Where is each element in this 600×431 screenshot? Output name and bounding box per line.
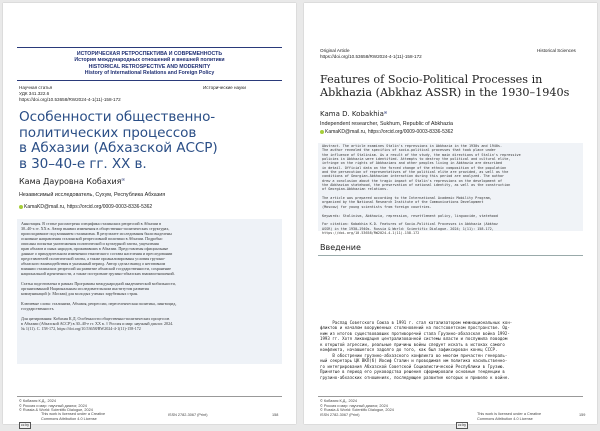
abstract-line: Для цитирования: Кобахия К.Д. Особенности общественно-политических процессов [21, 316, 170, 321]
body-line: 1993 гг. Хотя ликвидация централизованной системы власти и послужила поводом [320, 336, 508, 342]
title-line: в 30–40-е гг. ХХ в. [19, 155, 147, 172]
license-text [477, 412, 541, 421]
abstract-line: The author revealed the specifics of socio-political processes that took place under [322, 148, 496, 153]
page-number: 159 [579, 413, 586, 417]
author-email-orcid[interactable] [320, 129, 453, 135]
author-email-orcid[interactable] [19, 204, 152, 210]
abstract-line: описаны попытки уничтожения политической и культурной элиты, ущемления [21, 241, 159, 246]
udc-code: УДК 341.322.6 [19, 91, 50, 96]
header-line: История международных отношений и внешней политики [74, 57, 225, 64]
body-line: грузино-абхазских отношениях, последующее развитие которых и привело к войне. [320, 374, 510, 380]
author-name-text: Kama D. Kobakhia [320, 110, 384, 118]
title-line: в Абхазии (Абхазской АССР) [19, 140, 218, 157]
abstract-line: ASSR) in the 1930–1940s. Russia & World: Scientific Dialogue. 2024; 1(11): 158-172, [322, 226, 494, 231]
abstract-line: conditions of Georgian-Abkhazian interaction during this period are analyzed. The author [322, 174, 505, 179]
header-line: ИСТОРИЧЕСКАЯ РЕТРОСПЕКТИВА И СОВРЕМЕННОСТЬ [76, 51, 223, 57]
title-line: Особенности общественно- [19, 109, 216, 125]
body-line: го интегрирования Абхазской Советской Социалистической Республики в Грузию. [320, 363, 505, 369]
section-header-box [17, 47, 282, 81]
header-line: HISTORICAL RETROSPECTIVE AND MODERNITY [88, 63, 211, 70]
abstract-text [21, 221, 176, 331]
copyright-line: © Россия и мир: научный диалог, 2024 [19, 403, 87, 408]
author-affiliation: Независимый исследователь, Сухум, Республика Абхазия [19, 192, 166, 198]
abstract-line: прав абхазов и иных народов, проживавших в Абхазии. Представлены официальные [21, 246, 169, 251]
abstract-line: organized by the National Research Institute of the Communications Development [322, 200, 484, 205]
abstract-line: Keywords: Stalinism, Abkhazia, repression, resettlement policy, linguocide, statehood [322, 213, 498, 218]
section-heading: Введение [320, 243, 361, 252]
license-row [19, 413, 31, 431]
abstract-line: (Moscow) for young scientists from foreign countries. [322, 204, 432, 209]
abstract-line: представителей политической элиты, а также проанализированы условия грузино- [21, 256, 166, 261]
header-line: History of International Relations and Foreign Policy [84, 70, 215, 77]
license-line[interactable]: Commons Attribution 4.0 License [41, 416, 97, 421]
abstract-line: of Georgian-Abkhazian relations. [322, 187, 389, 192]
footer-divider [17, 396, 282, 397]
abstract-line: национальной идентичности, а также построение грузино-абхазских взаимоотношений. [21, 271, 175, 276]
envelope-icon: ✉ [121, 177, 125, 182]
footer-copyright [19, 399, 93, 413]
section-divider [318, 255, 583, 256]
license-text [41, 412, 105, 421]
license-line: This work is licensed under a Creative [477, 412, 542, 416]
article-title [19, 110, 284, 172]
orcid-icon [19, 205, 23, 209]
license-line: This work is licensed under a Creative [41, 412, 106, 416]
left-page [3, 3, 296, 427]
body-line: конфликта, начавшегося задолго до того, как был зафиксирован конец СССР. [320, 347, 498, 353]
abstract-line: Статья подготовлена в рамках Программы международной академической мобильности, [21, 281, 176, 286]
abstract-line: основные направления сталинской репрессивной политики в Абхазии. Подробно [21, 236, 163, 241]
body-line: Принятые в период его руководства решения сформировали основные тенденции в [320, 369, 505, 375]
email-orcid-text[interactable]: KamaKD@mail.ru, https://orcid.org/0009-0003-8336-5362 [24, 204, 153, 210]
body-line: В обострении грузино-абхазского конфликта во многом причастен генераль- [320, 352, 508, 358]
cc-by-badge: cc by [21, 423, 29, 427]
abstract-line: коммуникаций (г. Москва) для молодых ученых зарубежных стран. [21, 291, 139, 296]
abstract-line: происходившие под влиянием сталинизма. В результате исследования были выделены [21, 231, 172, 236]
copyright-line: © Кобахия К.Д., 2024 [320, 399, 357, 403]
abstract-line: and the persecution of representatives of the political elite are provided, as well as the [322, 170, 509, 175]
abstract-line: Abstract. The article examines Stalin's repressions in Abkhazia in the 1930s and 1940s. [322, 144, 503, 148]
abstract-line: in detail. Official data on the forced change of the ethnic composition of the population [322, 165, 507, 170]
license-row [456, 413, 468, 431]
body-line: ный секретарь ЦК ВКП(б) Иосиф Сталин и проводимая им политика насильственно- [320, 358, 508, 364]
abstract-line: Аннотация. В статье рассмотрена специфика сталинских репрессий в Абхазии в [21, 221, 162, 226]
abstract-line: infringe on the rights of Abkhazians and other peoples living in Abkhazia are described [322, 161, 503, 166]
abstract-line: № 1(11). С. 158-172, https://doi.org/10.53658/RW2024-4-1(11)-158-172 [21, 326, 141, 331]
copyright-line: © Russia & World: Scientific Dialogue, 2024 [19, 408, 93, 413]
title-line: Abkhazia (Abkhaz ASSR) in the 1930–1940s [320, 86, 570, 99]
abstract-line: https://doi.org/10.53658/RW2024-4-1(11)-158-172 [322, 230, 420, 235]
abstract-line: the Abkhazian statehood, the preservation of national identity, as well as the construction [322, 183, 511, 188]
article-title [320, 73, 569, 99]
abstract-line: Ключевые слова: сталинизм, Абхазия, репрессии, переселенческая политика, лингвоцид, [21, 301, 177, 306]
section-label: Исторические науки [203, 85, 246, 90]
envelope-icon: ✉ [383, 110, 388, 115]
copyright-line: © Russia & World: Scientific Dialogue, 2024 [320, 408, 394, 413]
abstract-line: The article was prepared according to the International Academic Mobility Program, [322, 196, 492, 201]
email-orcid-text[interactable]: KamaKD@mail.ru, https://orcid.org/0009-0003-8336-5362 [325, 129, 454, 135]
footer-copyright [320, 399, 394, 413]
copyright-line: © Россия и мир: научный диалог, 2024 [320, 403, 388, 408]
abstract-line: drew a conclusion about the tragic impact of Stalin's repressions on the development of [322, 178, 503, 183]
license-line[interactable]: Commons Attribution 4.0 License [477, 416, 533, 421]
article-type: Научная статья [19, 85, 53, 90]
issn: ISSN 2782-3067 (Print) [168, 413, 208, 417]
abstract-text [322, 144, 521, 235]
doi-link[interactable]: https://doi.org/10.53658/RW2024-4-1(11)-158-172 [320, 54, 422, 59]
author-name [320, 110, 387, 118]
page-number: 158 [272, 413, 279, 417]
body-line: Распад Советского Союза в 1991 г. стал катализатором межнациональных кон- [320, 320, 513, 325]
body-line: ним из итогов существовавших противоречий стала Грузино-абхазская война 1992- [320, 330, 510, 336]
abstract-line: в Абхазии (Абхазской АССР) в 30–40-е гг. ХХ в. // Россия и мир: научный диалог. 2024. [21, 321, 174, 326]
right-page [304, 3, 597, 427]
copyright-line: © Кобахия К.Д., 2024 [19, 399, 56, 403]
cc-by-badge: cc by [458, 423, 466, 427]
author-name [19, 177, 125, 186]
abstract-line: влиянии сталинских репрессий на развитие абхазской государственности, сохранение [21, 266, 171, 271]
author-affiliation: Independent researcher, Sukhum, Republic of Abkhazia [320, 121, 454, 127]
abstract-line: организованной Национальным исследовательским институтом развития [21, 286, 149, 291]
abstract-line: policies in Abkhazia were identified. Attempts to destroy the political and cultural elite, [322, 157, 511, 162]
abstract-line: 30–40-х гг. ХХ в. Автор выявил изменения в общественно-политических структурах, [21, 226, 170, 231]
abstract-line: the influence of Stalinism. As a result of the study, the main directions of Stalin's repressive [322, 152, 521, 157]
body-text [320, 320, 512, 380]
abstract-line: абхазского взаимодействия в указанный период. Автор сделал вывод о негативном [21, 261, 166, 266]
section-label: Historical Sciences [537, 48, 576, 53]
abstract-line: данные о принудительном изменении этнического состава населения и преследовании [21, 251, 173, 256]
orcid-icon [320, 130, 324, 134]
body-line: фликтов и началом вооруженных столкновений на постсоветском пространстве. Од- [320, 325, 510, 331]
issn: ISSN 2782-3067 (Print) [320, 413, 360, 417]
abstract-line: For citation: Kobakhia K.D. Features of Socio-Political Processes in Abkhazia (Abkhaz [322, 222, 498, 227]
author-name-text: Кама Дауровна Кобахия [19, 177, 122, 186]
body-line: к открытой агрессии, реальные причины войны следует искать в истоках самого [320, 341, 505, 347]
abstract-line: государственность [21, 306, 54, 311]
article-type: Original Article [320, 48, 350, 53]
doi-link[interactable]: https://doi.org/10.53658/RW2024-4-1(11)-158-172 [19, 97, 121, 102]
title-line: политических процессов [19, 124, 197, 141]
title-line: Features of Socio-Political Processes in [320, 73, 543, 86]
footer-divider [318, 396, 583, 397]
